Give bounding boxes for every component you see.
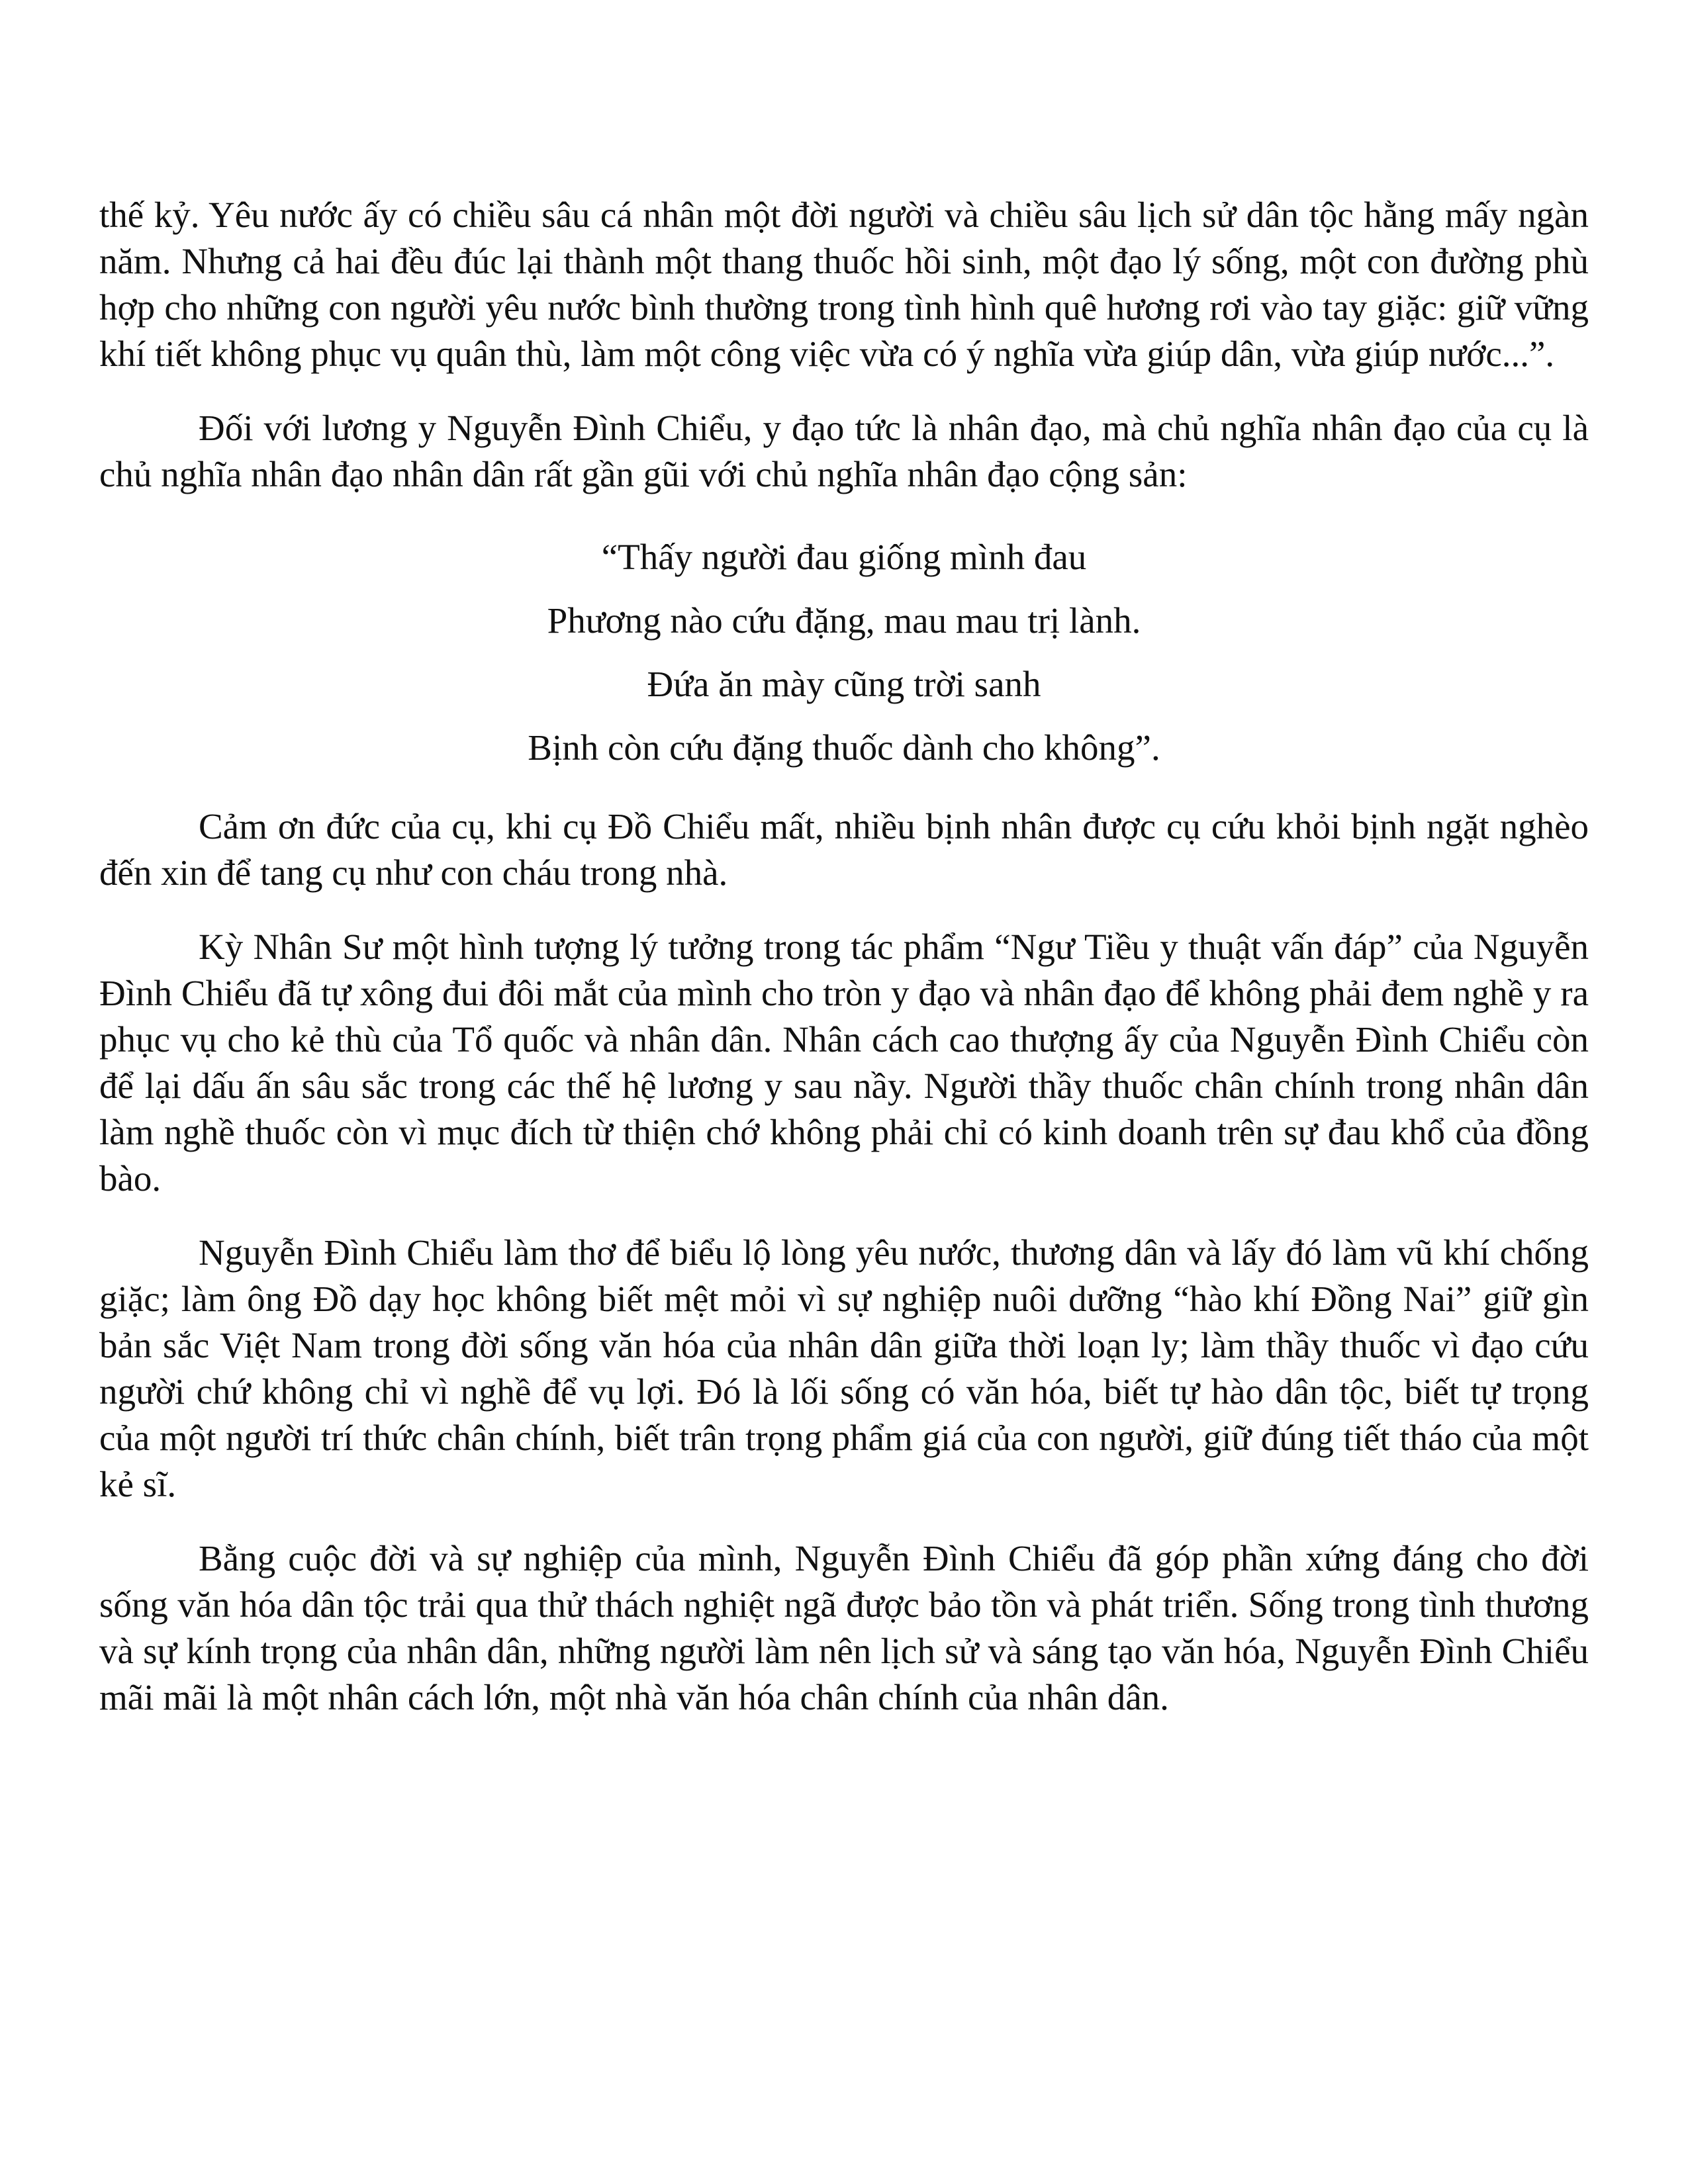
paragraph-conclusion: Bằng cuộc đời và sự nghiệp của mình, Nguyễn Đình Chiểu đã góp phần xứng đáng cho đời sống văn hóa dân tộc trải qua thử thách nghiệt ngã được bảo tồn và phát triển. Sống trong tình thương và sự kính trọng của nhân dân, những người làm nên lịch sử và sáng tạo văn hóa, Nguyễn Đình Chiểu mãi mãi là một nhân cách lớn, một nhà văn hóa chân chính của nhân dân. [99, 1538, 1589, 1717]
poem-verse: Đứa ăn mày cũng trời sanh [647, 664, 1041, 704]
paragraph-cam-on: Cảm ơn đức của cụ, khi cụ Đồ Chiểu mất, nhiều bịnh nhân được cụ cứu khỏi bịnh ngặt nghèo đến xin để tang cụ như con cháu trong nhà. [99, 806, 1589, 893]
paragraph-ky-nhan-su: Kỳ Nhân Sư một hình tượng lý tưởng trong tác phẩm “Ngư Tiều y thuật vấn đáp” của Nguyễn Đình Chiểu đã tự xông đui đôi mắt của mình cho tròn y đạo và nhân đạo để không phải đem nghề y ra phục vụ cho kẻ thù của Tổ quốc và nhân dân. Nhân cách cao thượng ấy của Nguyễn Đình Chiểu còn để lại dấu ấn sâu sắc trong các thế hệ lương y sau nầy. Người thầy thuốc chân chính trong nhân dân làm nghề thuốc còn vì mục đích từ thiện chớ không phải chỉ có kinh doanh trên sự đau khổ của đồng bào. [99, 927, 1589, 1199]
poem-quote [99, 525, 1589, 780]
paragraph-luong-y: Đối với lương y Nguyễn Đình Chiểu, y đạo tức là nhân đạo, mà chủ nghĩa nhân đạo của cụ là chủ nghĩa nhân đạo nhân dân rất gần gũi với chủ nghĩa nhân đạo cộng sản: [99, 408, 1589, 494]
paragraph-lam-tho: Nguyễn Đình Chiểu làm thơ để biểu lộ lòng yêu nước, thương dân và lấy đó làm vũ khí chống giặc; làm ông Đồ dạy học không biết mệt mỏi vì sự nghiệp nuôi dưỡng “hào khí Đồng Nai” giữ gìn bản sắc Việt Nam trong đời sống văn hóa của nhân dân giữa thời loạn ly; làm thầy thuốc vì đạo cứu người chứ không chỉ vì nghề để vụ lợi. Đó là lối sống có văn hóa, biết tự hào dân tộc, biết tự trọng của một người trí thức chân chính, biết trân trọng phẩm giá của con người, giữ đúng tiết tháo của một kẻ sĩ. [99, 1232, 1589, 1504]
poem-verse: Bịnh còn cứu đặng thuốc dành cho không”. [528, 727, 1160, 768]
text-column [99, 192, 1589, 1749]
poem-verse: Phương nào cứu đặng, mau mau trị lành. [547, 600, 1141, 641]
paragraph-continuation: thế kỷ. Yêu nước ấy có chiều sâu cá nhân một đời người và chiều sâu lịch sử dân tộc hằng mấy ngàn năm. Nhưng cả hai đều đúc lại thành một thang thuốc hồi sinh, một đạo lý sống, một con đường phù hợp cho những con người yêu nước bình thường trong tình hình quê hương rơi vào tay giặc: giữ vững khí tiết không phục vụ quân thù, làm một công việc vừa có ý nghĩa vừa giúp dân, vừa giúp nước...”. [99, 195, 1589, 374]
poem-verse: “Thấy người đau giống mình đau [601, 537, 1087, 577]
